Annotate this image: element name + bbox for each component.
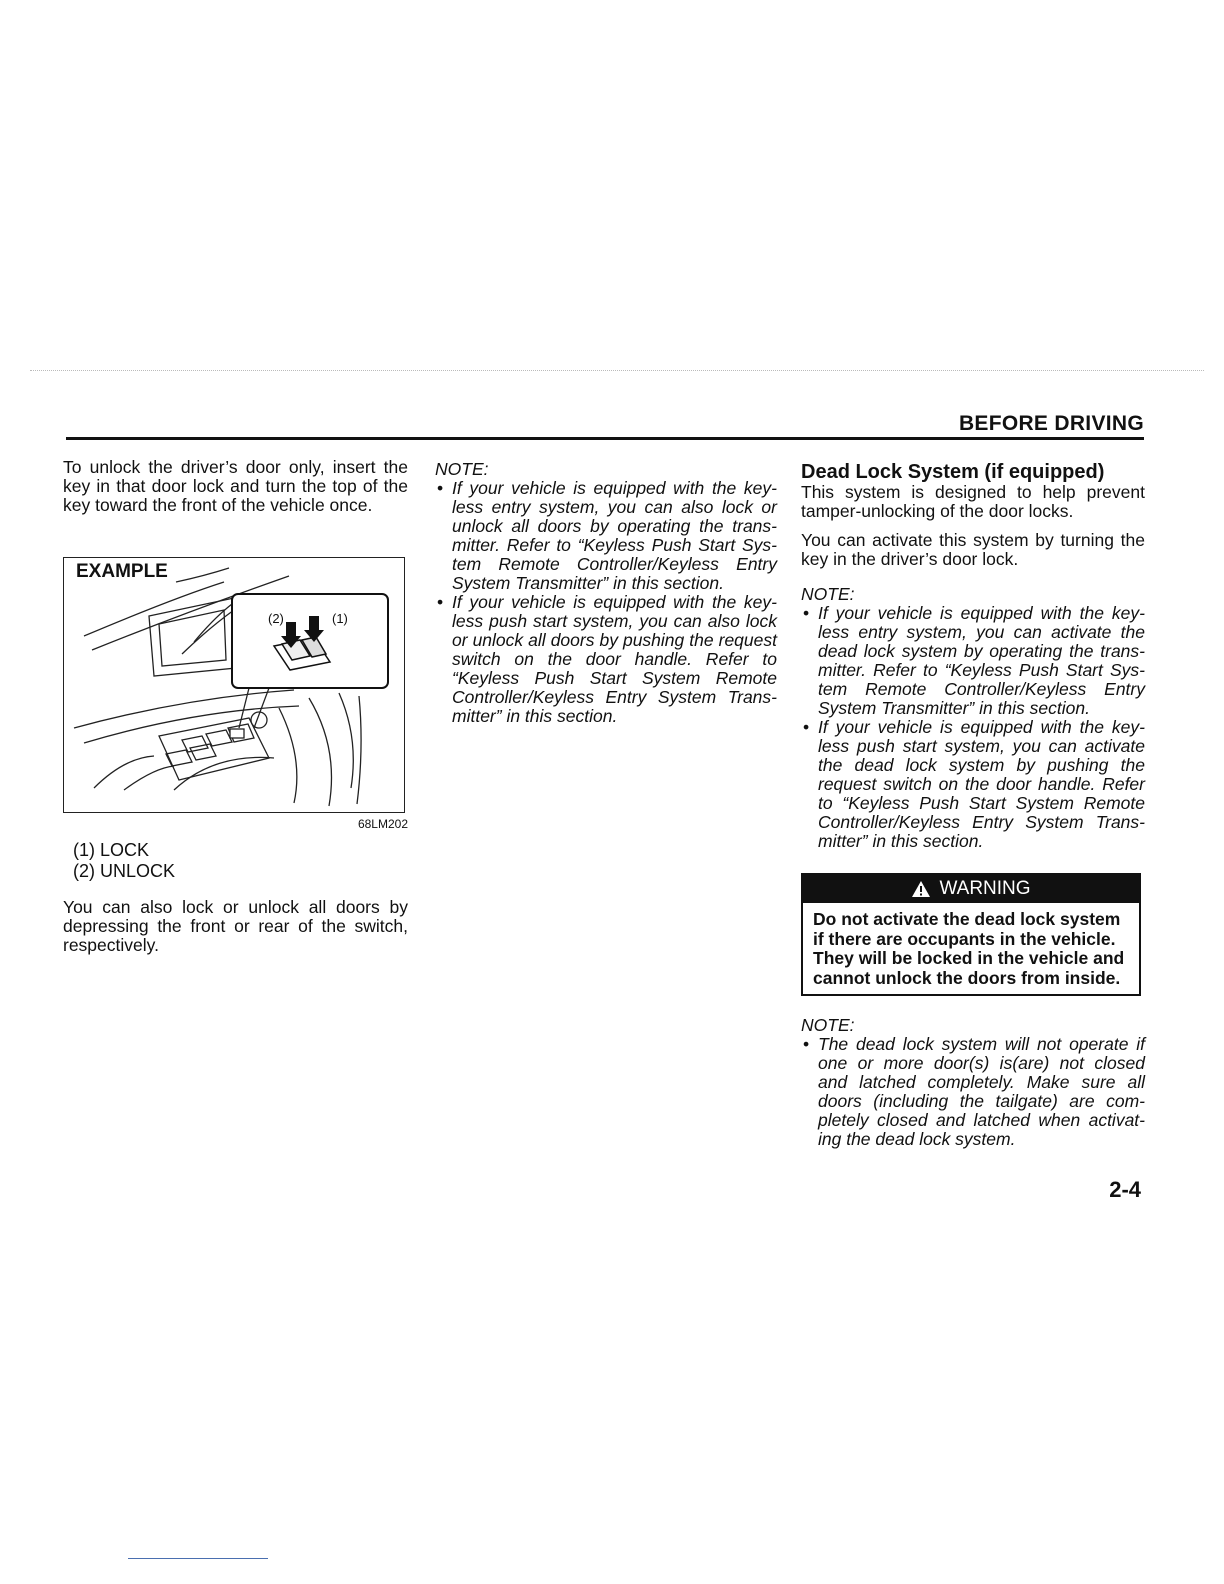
intro-paragraph: To unlock the driver’s door only, insert the key in that door lock and turn the top of the key toward the front of the vehicle once. — [63, 457, 408, 515]
legend-item-unlock: (2) UNLOCK — [73, 861, 176, 881]
note-item: • If your vehicle is equipped with the key-less push start system, you can activate the dead lock system by pushing the request switch on the door handle. Refer to “Keyless Push Start System Remote Controller/Keyless Entry System Trans-mitter” in this section. — [801, 718, 1145, 851]
note-heading: NOTE: — [801, 584, 855, 604]
note-list — [435, 479, 777, 726]
outro-paragraph: You can also lock or unlock all doors by depressing the front or rear of the switch, respectively. — [63, 897, 408, 955]
note-heading: NOTE: — [435, 459, 489, 479]
note-item: • If your vehicle is equipped with the key-less entry system, you can also lock or unlock all doors by operating the trans-mitter. Refer to “Keyless Push Start Sys-tem Remote Controller/Keyless Entry System Transmitter” in this section. — [435, 479, 777, 593]
page-number: 2-4 — [1109, 1177, 1141, 1202]
paragraph-purpose: This system is designed to help prevent tamper-unlocking of the door locks. — [801, 482, 1145, 521]
header-rule — [66, 437, 1144, 440]
warning-label: WARNING — [939, 878, 1031, 899]
column-left — [63, 458, 408, 955]
figure-example-label: EXAMPLE — [76, 561, 168, 582]
door-switch-illustration — [63, 557, 405, 813]
warning-header — [803, 875, 1139, 903]
door-panel-drawing — [64, 558, 404, 812]
paragraph-activate: You can activate this system by turning the key in the driver’s door lock. — [801, 530, 1145, 569]
note-item: • The dead lock system will not operate if one or more door(s) is(are) not closed and latched completely. Make sure all doors (including the tailgate) are com-pletely closed and latched when activat-ing the dead lock system. — [801, 1035, 1145, 1149]
column-right — [801, 461, 1145, 1149]
note-list — [801, 604, 1145, 851]
figure-code: 68LM202 — [357, 817, 408, 831]
warning-text: Do not activate the dead lock system if there are occupants in the vehicle. They will be locked in the vehicle and cannot unlock the doors from inside. — [801, 903, 1141, 996]
note-item: • If your vehicle is equipped with the key-less entry system, you can activate the dead lock system by operating the trans-mitter. Refer to “Keyless Push Start Sys-tem Remote Controller/Keyless Entry System Transmitter” in this section. — [801, 604, 1145, 718]
legend-item-lock: (1) LOCK — [73, 840, 150, 860]
warning-triangle-icon — [911, 880, 931, 898]
section-title: Dead Lock System (if equipped) — [801, 461, 1105, 483]
column-middle — [435, 460, 777, 726]
note-item: • If your vehicle is equipped with the key-less push start system, you can also lock or unlock all doors by pushing the request switch on the door handle. Refer to “Keyless Push Start System Remote Controller/Keyless Entry System Trans-mitter” in this section. — [435, 593, 777, 726]
scan-artifact-line — [30, 370, 1204, 371]
note-list — [801, 1035, 1145, 1149]
note-heading: NOTE: — [801, 1015, 855, 1035]
figure-legend — [63, 840, 408, 882]
callout-label-unlock: (2) — [268, 611, 284, 626]
callout-label-lock: (1) — [332, 611, 348, 626]
warning-box — [801, 873, 1141, 996]
section-header: BEFORE DRIVING — [958, 412, 1144, 435]
scan-artifact-bottom-line — [128, 1558, 268, 1559]
